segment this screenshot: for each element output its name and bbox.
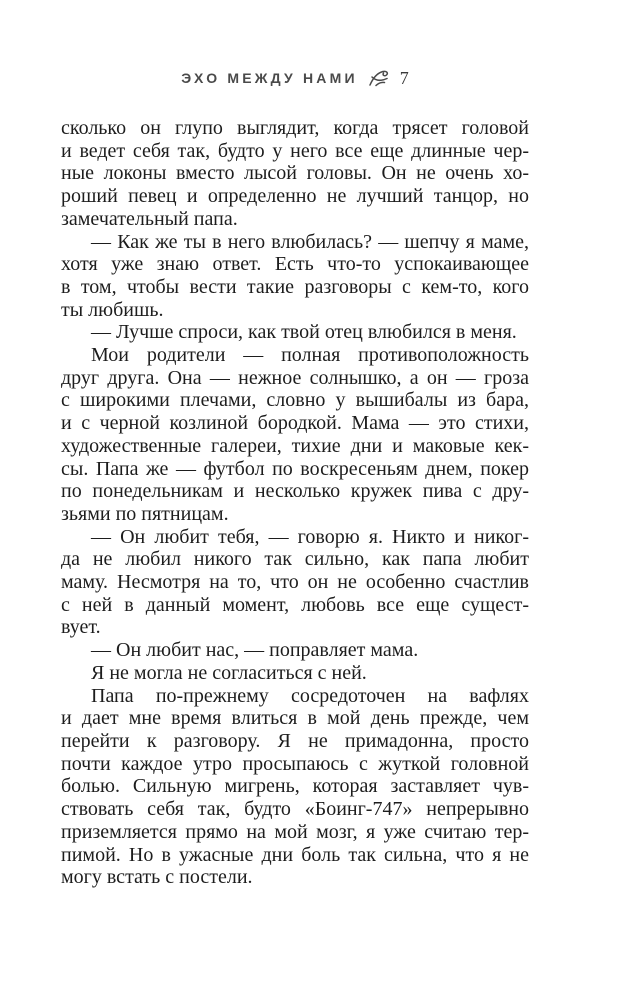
text-line: в том, чтобы вести такие разговоры с кем-то, кого — [61, 275, 529, 298]
text-line: — Он любит нас, — поправляет мама. — [91, 639, 419, 662]
text-line: могу встать с постели. — [61, 866, 253, 889]
text-line: вует. — [61, 616, 101, 639]
text-line: и ведет себя так, будто у него все еще длинные чер- — [61, 139, 529, 162]
paragraph — [61, 639, 529, 662]
text-line: перейти к разговору. Я не примадонна, просто — [61, 729, 529, 752]
text-line: — Лучше спроси, как твой отец влюбился в меня. — [91, 321, 517, 344]
text-line: роший певец и определенно не лучший танцор, но — [61, 185, 529, 208]
text-line: ные локоны вместо лысой головы. Он не очень хо- — [61, 162, 529, 185]
text-line: ствовать себя так, будто «Боинг-747» непрерывно — [61, 798, 529, 821]
text-line: по понедельникам и несколько кружек пива с дру- — [61, 480, 529, 503]
paragraph — [61, 231, 529, 322]
book-title: ЭХО МЕЖДУ НАМИ — [181, 70, 358, 86]
text-line: художественные галереи, тихие дни и маковые кек- — [61, 434, 529, 457]
page-body-text — [61, 117, 529, 889]
text-line: сы. Папа же — футбол по воскресеньям днем, покер — [61, 457, 529, 480]
text-line: Я не могла не согласиться с ней. — [91, 661, 367, 684]
text-line: зьями по пятницам. — [61, 502, 229, 525]
paragraph — [61, 321, 529, 344]
text-line: — Он любит тебя, — говорю я. Никто и никог- — [91, 525, 529, 548]
paragraph — [61, 117, 529, 231]
text-line: маму. Несмотря на то, что он не особенно счастлив — [61, 571, 529, 594]
paragraph — [61, 662, 529, 685]
text-line: почти каждое утро просыпаюсь с жуткой головной — [61, 752, 529, 775]
text-line: пимой. Но в ужасные дни боль так сильна, что я не — [61, 843, 529, 866]
paragraph — [61, 526, 529, 640]
fleuron-ornament-icon — [368, 69, 390, 87]
text-line: хотя уже знаю ответ. Есть что-то успокаивающее — [61, 253, 529, 276]
paragraph — [61, 344, 529, 526]
text-line: и с черной козлиной бородкой. Мама — это стихи, — [61, 412, 529, 435]
text-line: ты любишь. — [61, 298, 164, 321]
text-line: да не любил никого так сильно, как папа любит — [61, 548, 529, 571]
text-line: замечательный папа. — [61, 207, 238, 230]
page-number: 7 — [399, 68, 409, 88]
text-line: друг друга. Она — нежное солнышко, а он — гроза — [61, 366, 529, 389]
text-line: болью. Сильную мигрень, которая заставляет чув- — [61, 775, 529, 798]
paragraph — [61, 685, 529, 889]
text-line: Мои родители — полная противоположность — [91, 344, 529, 367]
text-line: — Как же ты в него влюбилась? — шепчу я маме, — [91, 230, 529, 253]
text-line: с широкими плечами, словно у вышибалы из бара, — [61, 389, 529, 412]
text-line: и дает мне время влиться в мой день прежде, чем — [61, 707, 529, 730]
text-line: сколько он глупо выглядит, когда трясет головой — [61, 117, 529, 139]
text-line: Папа по-прежнему сосредоточен на вафлях — [91, 684, 529, 707]
text-line: с ней в данный момент, любовь все еще сущест- — [61, 593, 529, 616]
running-header — [61, 69, 529, 87]
text-line: приземляется прямо на мой мозг, я уже считаю тер- — [61, 820, 529, 843]
